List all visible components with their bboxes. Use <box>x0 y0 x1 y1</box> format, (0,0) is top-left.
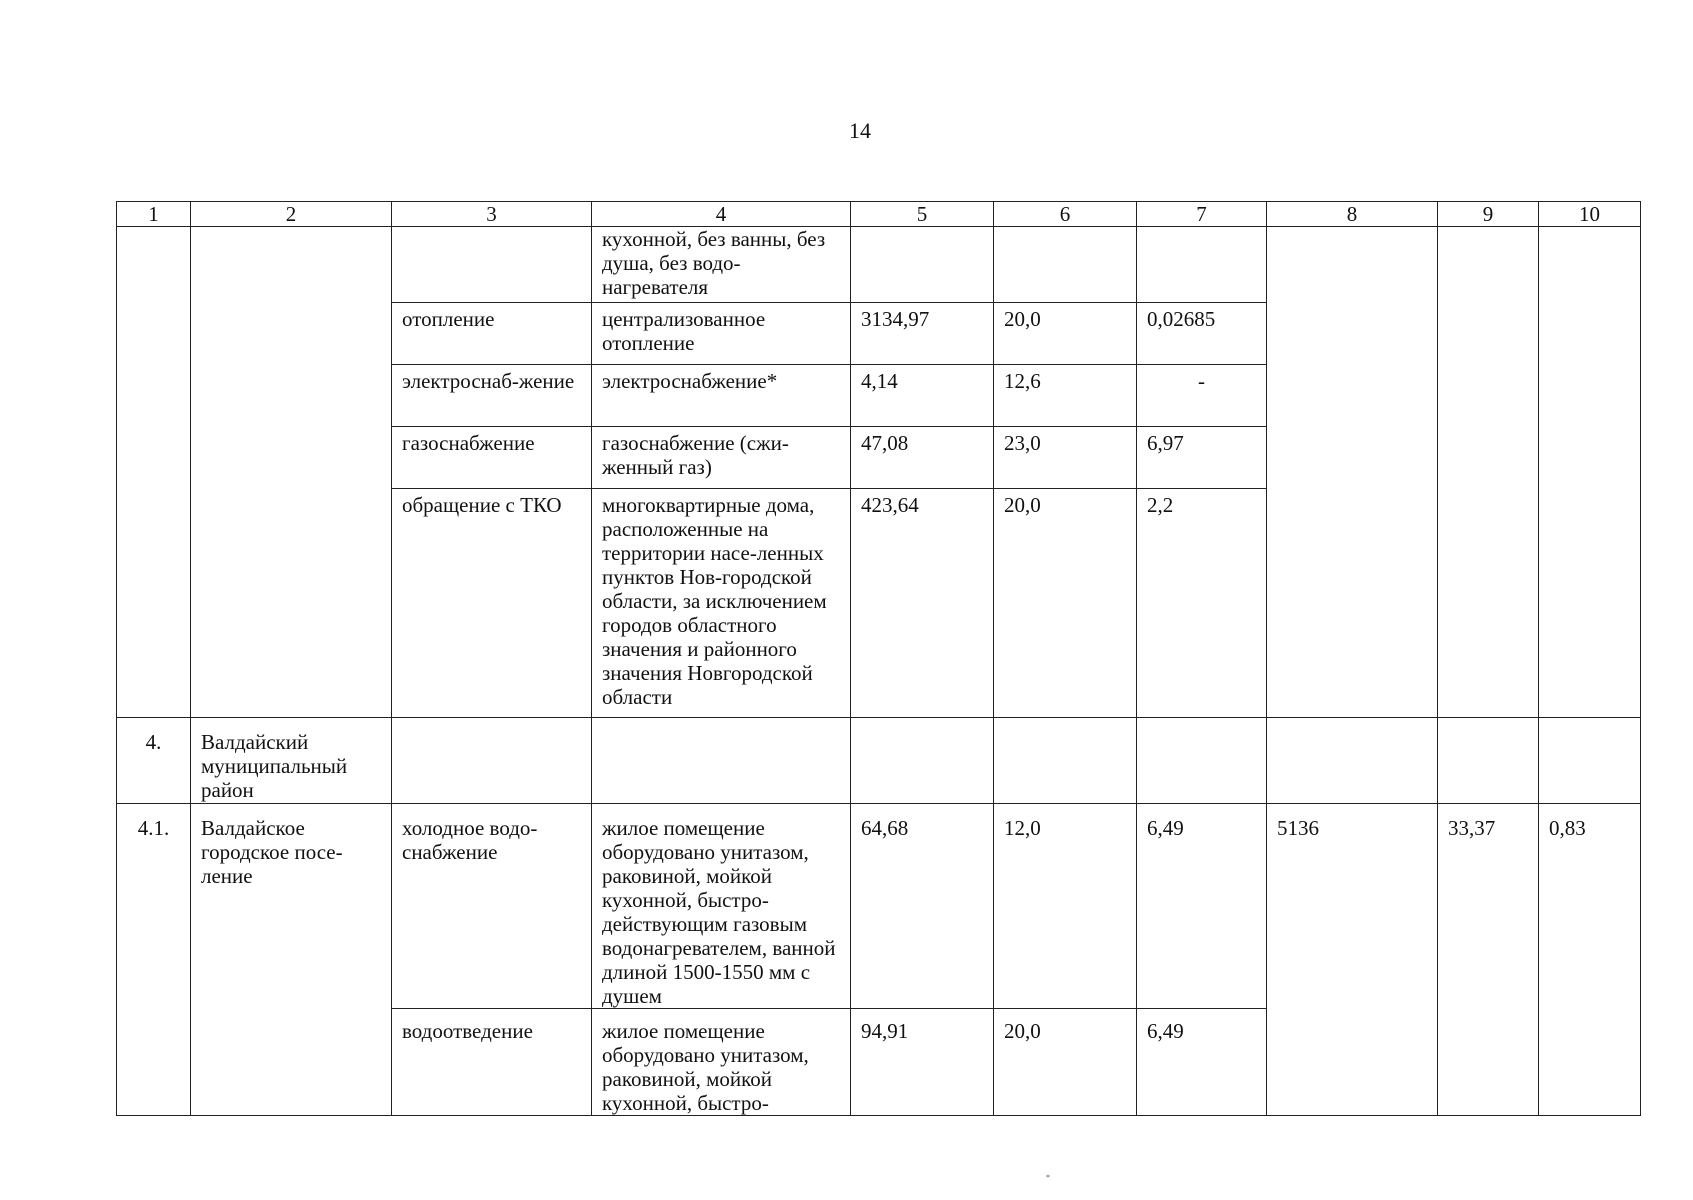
header-col-6: 6 <box>994 202 1137 227</box>
header-col-10: 10 <box>1539 202 1641 227</box>
cell-r7-c10: 0,83 <box>1539 804 1641 1116</box>
cell-r4-c4: газоснабжение (сжи-женный газ) <box>592 427 851 489</box>
page-number: 14 <box>849 118 871 143</box>
cell-r8-c4: жилое помещение оборудовано унитазом, раковиной, мойкой кухонной, быстро- <box>592 1009 851 1116</box>
cell-r1-c3 <box>392 227 592 303</box>
header-col-9: 9 <box>1438 202 1539 227</box>
cell-r7-c1: 4.1. <box>117 804 191 1116</box>
cell-r5-c6: 20,0 <box>994 489 1137 718</box>
header-col-5: 5 <box>851 202 994 227</box>
cell-col9-continued <box>1438 227 1539 718</box>
cell-r4-c5: 47,08 <box>851 427 994 489</box>
cell-r1-c4: кухонной, без ванны, без душа, без водо-нагревателя <box>592 227 851 303</box>
cell-r3-c6: 12,6 <box>994 365 1137 427</box>
cell-r5-c4: многоквартирные дома, расположенные на территории насе-ленных пунктов Нов-городской области, за исключением городов областного значения и районного значения Новгородской области <box>592 489 851 718</box>
cell-r8-c3: водоотведение <box>392 1009 592 1116</box>
cell-r2-c5: 3134,97 <box>851 303 994 365</box>
tariff-table <box>116 201 1641 1116</box>
cell-r3-c4: электроснабжение* <box>592 365 851 427</box>
cell-r2-c6: 20,0 <box>994 303 1137 365</box>
cell-r6-c8 <box>1267 718 1438 804</box>
cell-r3-c7: - <box>1137 365 1267 427</box>
cell-r6-c1: 4. <box>117 718 191 804</box>
cell-r5-c7: 2,2 <box>1137 489 1267 718</box>
cell-r1-c5 <box>851 227 994 303</box>
cell-r6-c10 <box>1539 718 1641 804</box>
cell-r8-c6: 20,0 <box>994 1009 1137 1116</box>
cell-r7-c8: 5136 <box>1267 804 1438 1116</box>
cell-col2-continued <box>191 227 392 718</box>
cell-r7-c7: 6,49 <box>1137 804 1267 1009</box>
cell-r1-c7 <box>1137 227 1267 303</box>
cell-r6-c3 <box>392 718 592 804</box>
cell-r2-c4: централизованное отопление <box>592 303 851 365</box>
cell-r6-c7 <box>1137 718 1267 804</box>
cell-r7-c5: 64,68 <box>851 804 994 1009</box>
cell-r7-c4: жилое помещение оборудовано унитазом, раковиной, мойкой кухонной, быстро-действующим газовым водонагревателем, ванной длиной 1500-1550 мм с душем <box>592 804 851 1009</box>
header-row <box>117 202 1641 227</box>
cell-r2-c7: 0,02685 <box>1137 303 1267 365</box>
cell-r7-c3: холодное водо-снабжение <box>392 804 592 1009</box>
cell-r6-c6 <box>994 718 1137 804</box>
cell-r7-c9: 33,37 <box>1438 804 1539 1116</box>
table-row <box>117 718 1641 804</box>
cell-r8-c7: 6,49 <box>1137 1009 1267 1116</box>
cell-r4-c3: газоснабжение <box>392 427 592 489</box>
cell-r3-c3: электроснаб-жение <box>392 365 592 427</box>
cell-r6-c4 <box>592 718 851 804</box>
header-col-3: 3 <box>392 202 592 227</box>
cell-col1-continued <box>117 227 191 718</box>
cell-r5-c3: обращение с ТКО <box>392 489 592 718</box>
header-col-7: 7 <box>1137 202 1267 227</box>
table-row <box>117 227 1641 303</box>
cell-r4-c7: 6,97 <box>1137 427 1267 489</box>
cell-r1-c6 <box>994 227 1137 303</box>
header-col-4: 4 <box>592 202 851 227</box>
cell-r2-c3: отопление <box>392 303 592 365</box>
scan-speck: * <box>1046 1173 1050 1182</box>
cell-col8-continued <box>1267 227 1438 718</box>
cell-r5-c5: 423,64 <box>851 489 994 718</box>
cell-r6-c5 <box>851 718 994 804</box>
header-col-8: 8 <box>1267 202 1438 227</box>
cell-r7-c2: Валдайское городское посе-ление <box>191 804 392 1116</box>
cell-r6-c2: Валдайский муниципальный район <box>191 718 392 804</box>
cell-r8-c5: 94,91 <box>851 1009 994 1116</box>
cell-r7-c6: 12,0 <box>994 804 1137 1009</box>
cell-col10-continued <box>1539 227 1641 718</box>
header-col-1: 1 <box>117 202 191 227</box>
cell-r6-c9 <box>1438 718 1539 804</box>
cell-r4-c6: 23,0 <box>994 427 1137 489</box>
table-row <box>117 804 1641 1009</box>
cell-r3-c5: 4,14 <box>851 365 994 427</box>
header-col-2: 2 <box>191 202 392 227</box>
